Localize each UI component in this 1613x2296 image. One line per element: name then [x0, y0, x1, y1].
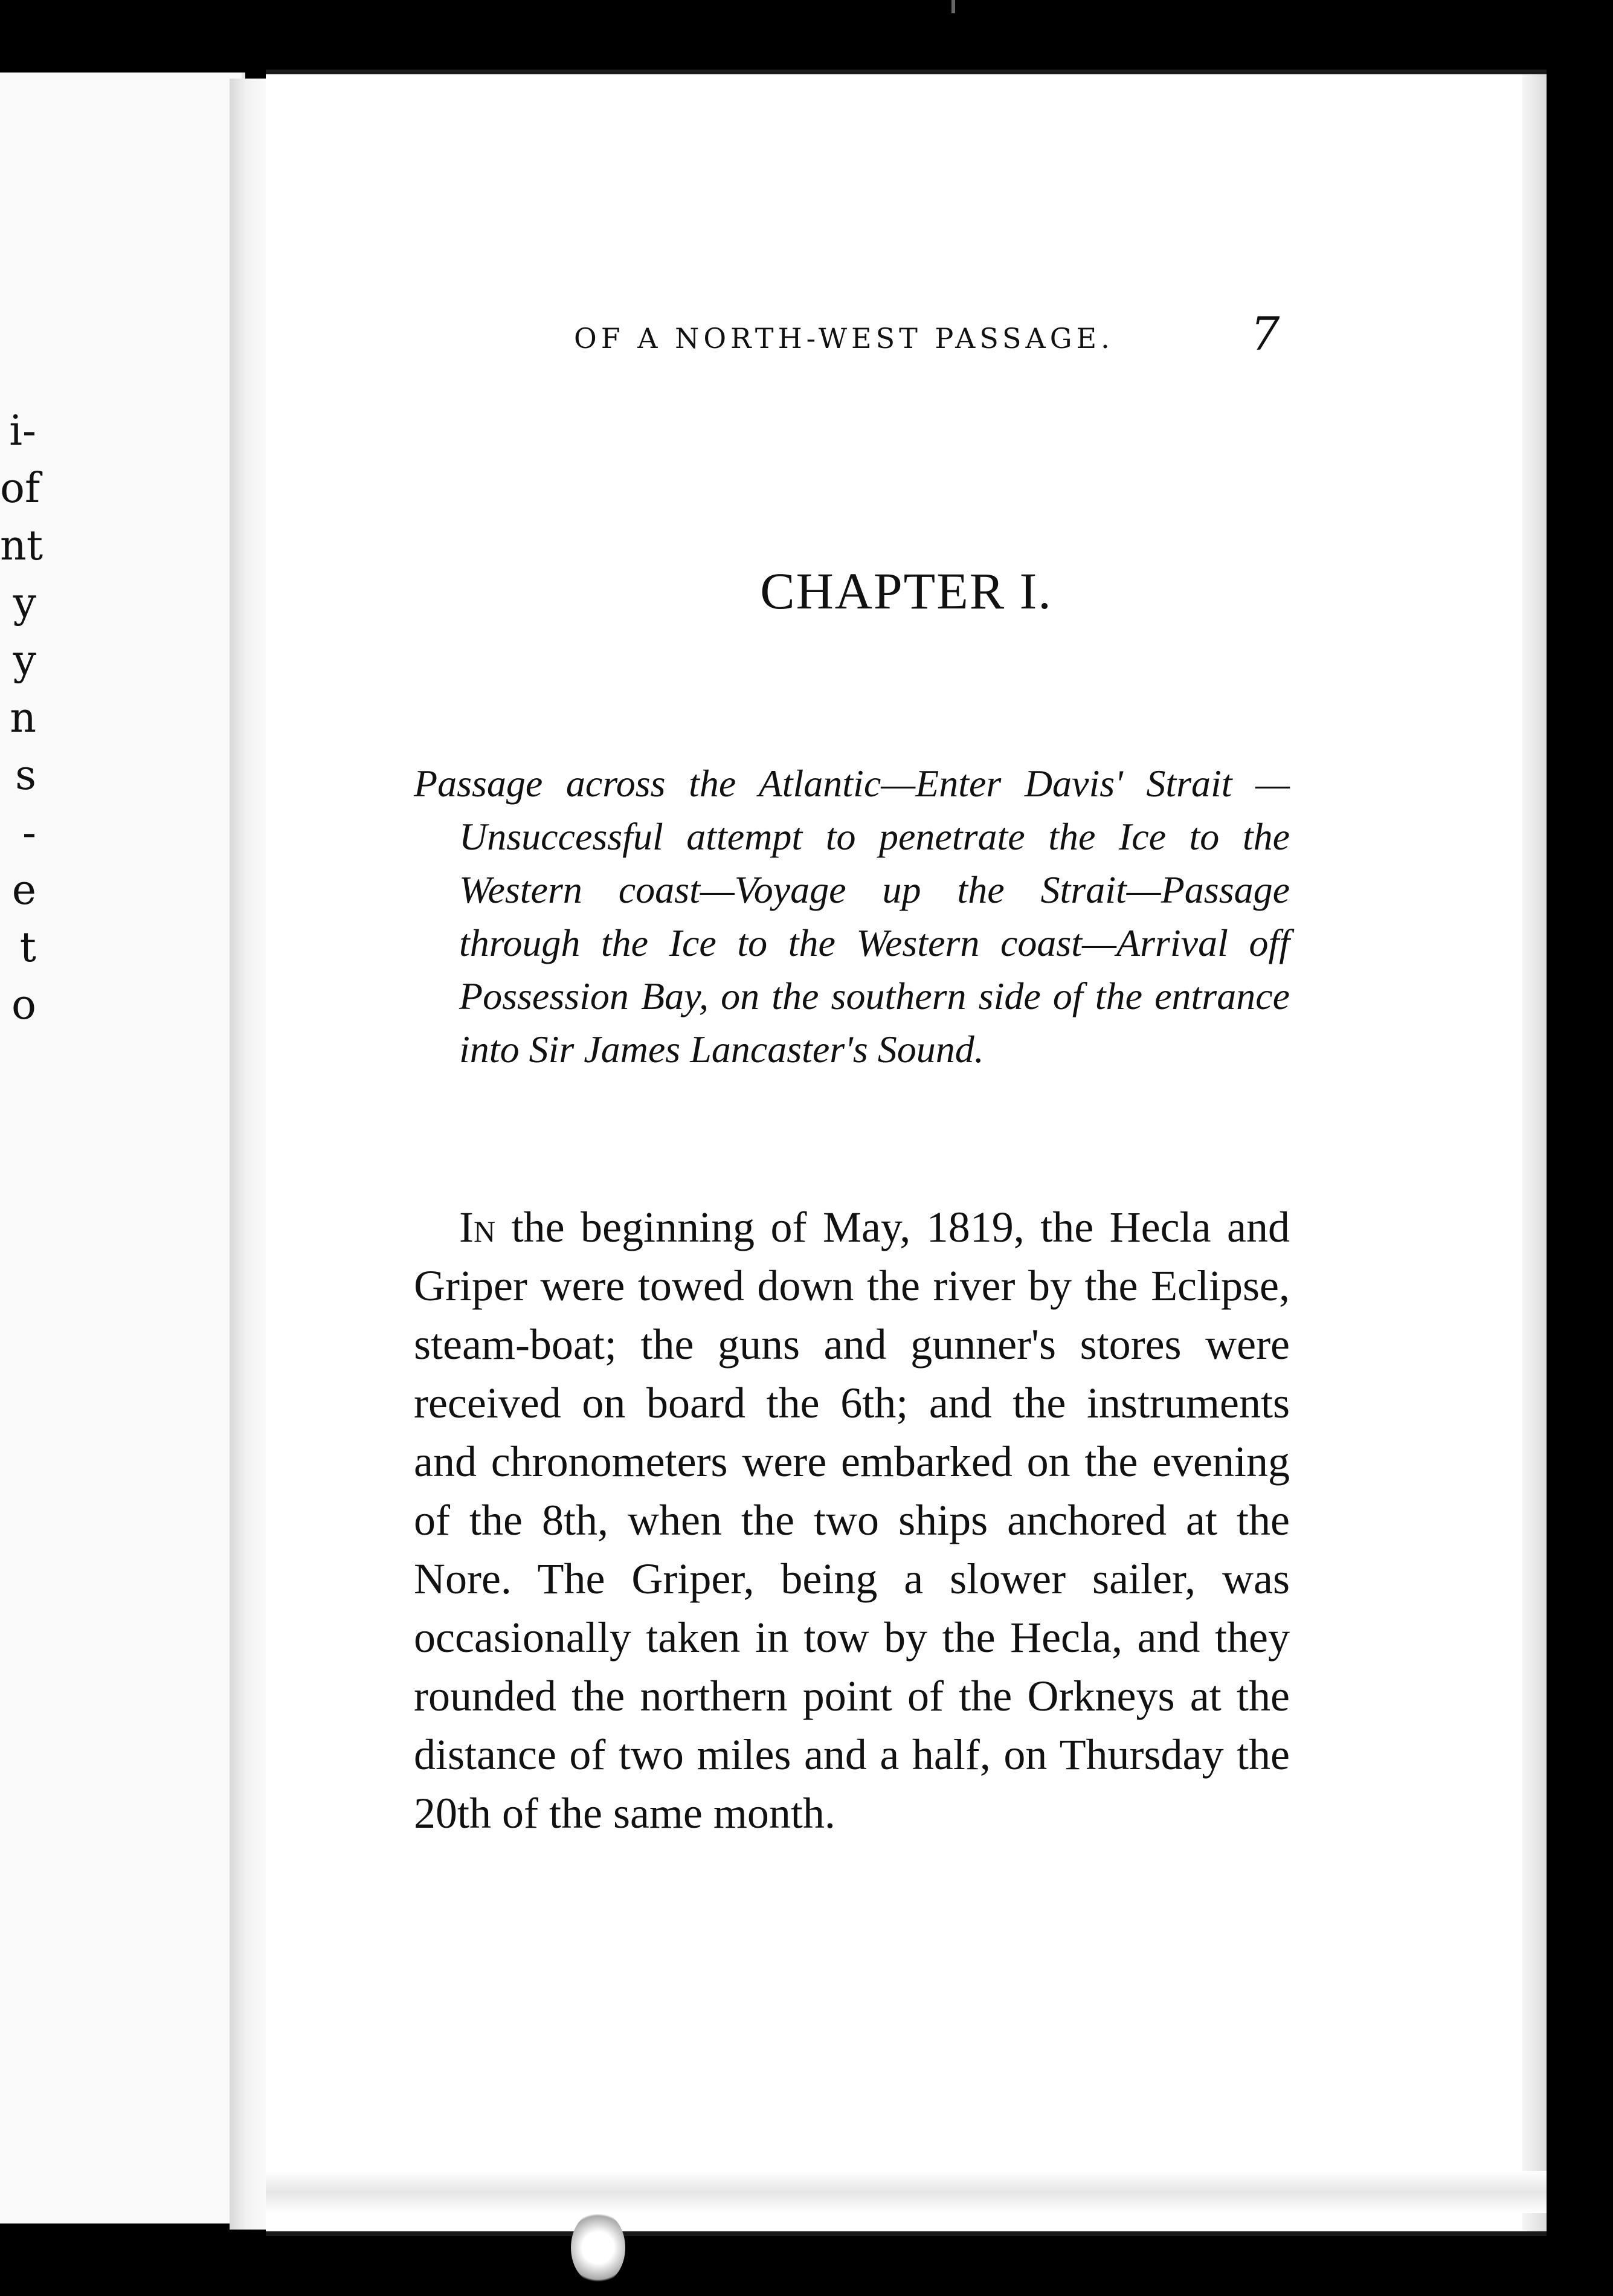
facing-line: t — [19, 924, 36, 972]
chapter-summary-text: Passage across the Atlantic—Enter Davis' Strait —Unsuccessful attempt to penetrate the Ice to the Western coast—Voyage up the Strait—Passage through the Ice to the Western coast—Arrival off Possession Bay, on the southern side of the entrance into Sir James Lancaster's Sound. — [414, 762, 1290, 1071]
facing-line: - — [22, 809, 36, 857]
chapter-title: CHAPTER I. — [760, 562, 1052, 620]
scan-glare — [571, 2211, 625, 2284]
page-edge — [1522, 74, 1547, 2231]
facing-line: nt — [0, 522, 43, 570]
facing-line: y — [13, 579, 36, 627]
facing-line: y — [13, 637, 36, 685]
opening-word: In — [459, 1203, 496, 1251]
paragraph-text: the beginning of May, 1819, the Hecla and Griper were towed down the river by the Eclipse, steam-boat; the guns and gunner's stores were received on board the 6th; and the instruments and chronometers were embarked on the evening of the 8th, when the two ships anchored at the Nore. The Griper, being a slower sailer, was occasionally taken in tow by the Hecla, and they rounded the northern point of the Orkneys at the distance of two miles and a half, on Thursday the 20th of the same month. — [414, 1203, 1290, 1837]
facing-page-fragment — [0, 73, 245, 2223]
scan-artifact — [951, 0, 955, 13]
body-paragraph — [414, 1198, 1290, 1843]
facing-line: n — [10, 694, 36, 742]
running-head: OF A NORTH-WEST PASSAGE. — [574, 322, 1114, 355]
facing-line: e — [11, 866, 36, 914]
facing-line: s — [15, 752, 36, 799]
chapter-summary — [414, 757, 1290, 1076]
facing-line: i- — [9, 407, 36, 455]
page-number: 7 — [1251, 307, 1280, 361]
facing-line: o — [11, 981, 36, 1029]
book-page — [266, 69, 1547, 2236]
facing-line: of — [0, 465, 40, 512]
page-bottom-edge — [266, 2171, 1547, 2213]
